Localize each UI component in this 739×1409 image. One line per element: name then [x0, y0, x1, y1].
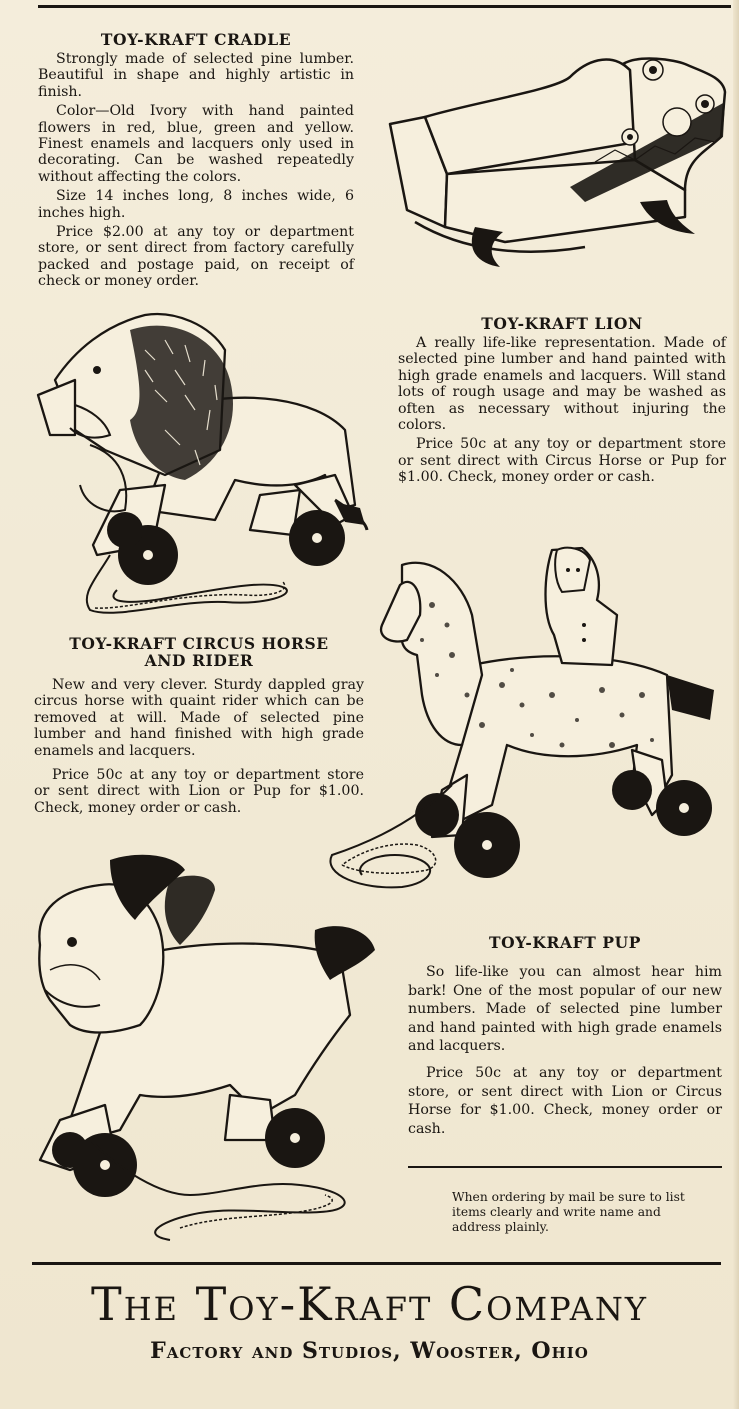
circus-horse-illustration	[322, 545, 722, 900]
pup-title: TOY-KRAFT PUP	[489, 933, 641, 952]
horse-title	[34, 635, 364, 669]
order-note: When ordering by mail be sure to list items clearly and write name and address plainly.	[452, 1190, 685, 1234]
cradle-illustration	[385, 42, 730, 272]
pup-desc-1: So life-like you can almost hear him bark! One of the most popular of our new numbers. Made of selected pine lumber and hand painted with high grade enamels and lacquers.	[408, 964, 722, 1055]
page-edge	[733, 0, 739, 1409]
top-rule	[38, 5, 731, 8]
pup-section	[408, 934, 722, 1141]
lion-desc-1: A really life-like representation. Made of selected pine lumber and hand painted with high grade enamels and lacquers. Will stand lots of rough usage and may be washed as often as necessary without injuring the colors.	[398, 335, 726, 434]
horse-title-line-2: AND RIDER	[144, 651, 254, 670]
cradle-desc-2: Color—Old Ivory with hand painted flowers in red, blue, green and yellow. Finest enamels and lacquers only used in decorating. Can be washed repeatedly without affecting the colors.	[38, 103, 354, 185]
horse-desc-2: Price 50c at any toy or department store or sent direct with Lion or Pup for $1.00. Check, money order or cash.	[34, 767, 364, 816]
horse-desc-1: New and very clever. Sturdy dappled gray circus horse with quaint rider which can be removed at will. Made of selected pine lumber and hand finished with high grade enamels and lacquers.	[34, 677, 364, 759]
cradle-section	[38, 31, 354, 293]
cradle-desc-4: Price $2.00 at any toy or department store, or sent direct from factory carefully packed and postage paid, on receipt of check or money order.	[38, 224, 354, 290]
company-address: Factory and Studios, Wooster, Ohio	[150, 1338, 589, 1364]
pup-illustration	[30, 850, 380, 1245]
lion-title: TOY-KRAFT LION	[481, 314, 643, 333]
lion-desc-2: Price 50c at any toy or department store or sent direct with Circus Horse or Pup for $1.00. Check, money order or cash.	[398, 436, 726, 486]
company-name: The Toy-Kraft Company	[91, 1277, 648, 1331]
lion-section	[398, 315, 726, 489]
cradle-title: TOY-KRAFT CRADLE	[100, 30, 292, 49]
note-rule	[408, 1166, 722, 1168]
footer-rule	[32, 1262, 721, 1265]
cradle-desc-1: Strongly made of selected pine lumber. Beautiful in shape and highly artistic in finish.	[38, 51, 354, 100]
horse-title-line-1: TOY-KRAFT CIRCUS HORSE	[69, 634, 329, 653]
pup-desc-2: Price 50c at any toy or department store, or sent direct with Lion or Circus Horse for $1.00. Check, money order or cash.	[408, 1064, 722, 1137]
cradle-desc-3: Size 14 inches long, 8 inches wide, 6 inches high.	[38, 188, 354, 221]
horse-section	[34, 635, 364, 819]
